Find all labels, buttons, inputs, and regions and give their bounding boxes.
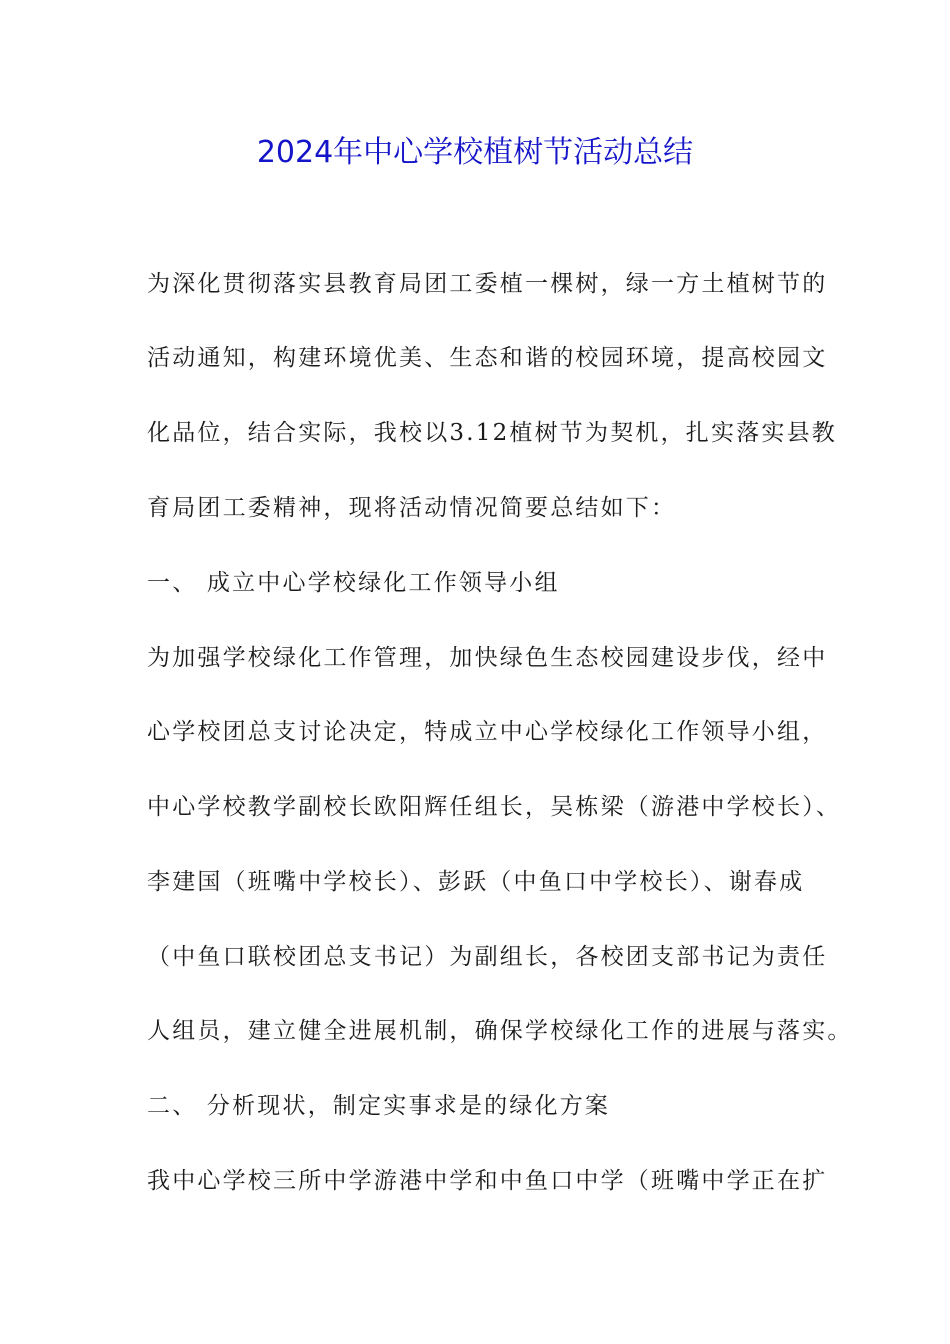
paragraph-line: （中鱼口联校团总支书记）为副组长，各校团支部书记为责任	[147, 944, 828, 970]
paragraph-line: 我中心学校三所中学游港中学和中鱼口中学（班嘴中学正在扩	[147, 1168, 828, 1194]
section-heading-2: 二、 分析现状，制定实事求是的绿化方案	[147, 1093, 611, 1119]
paragraph-line: 李建国（班嘴中学校长）、彭跃（中鱼口中学校长）、谢春成	[147, 869, 805, 895]
section-heading-1: 一、 成立中心学校绿化工作领导小组	[147, 570, 560, 596]
paragraph-line: 心学校团总支讨论决定，特成立中心学校绿化工作领导小组，	[147, 719, 828, 745]
paragraph-line: 活动通知，构建环境优美、生态和谐的校园环境，提高校园文	[147, 345, 828, 371]
paragraph-line: 为深化贯彻落实县教育局团工委植一棵树，绿一方土植树节的	[147, 271, 828, 297]
paragraph-line: 为加强学校绿化工作管理，加快绿色生态校园建设步伐，经中	[147, 645, 828, 671]
document-title: 2024年中心学校植树节活动总结	[256, 135, 694, 170]
paragraph-line: 化品位，结合实际，我校以3.12植树节为契机，扎实落实县教	[147, 420, 838, 446]
paragraph-line: 育局团工委精神，现将活动情况简要总结如下：	[147, 495, 677, 521]
paragraph-line: 中心学校教学副校长欧阳辉任组长，吴栋梁（游港中学校长）、	[147, 794, 842, 820]
paragraph-line: 人组员，建立健全进展机制，确保学校绿化工作的进展与落实。	[147, 1018, 853, 1044]
